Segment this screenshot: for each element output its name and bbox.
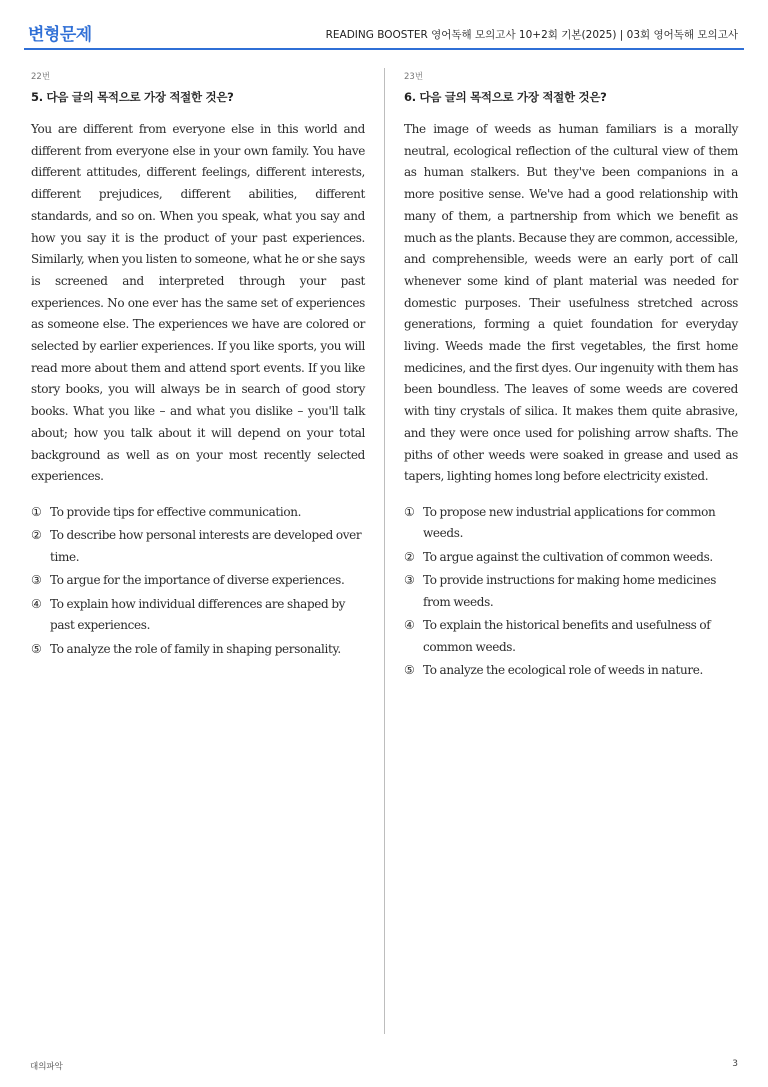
option-mark: ① bbox=[31, 504, 42, 519]
answer-option-3[interactable] bbox=[404, 570, 738, 613]
option-mark: ④ bbox=[31, 596, 42, 611]
option-text: To describe how personal interests are developed over time. bbox=[50, 528, 362, 564]
option-text: To explain the historical benefits and usefulness of common weeds. bbox=[423, 618, 711, 654]
page-number: 3 bbox=[732, 1059, 738, 1069]
answer-option-3[interactable] bbox=[31, 570, 365, 592]
option-mark: ② bbox=[31, 528, 42, 543]
page-header bbox=[24, 18, 744, 50]
footer-section-label: 대의파악 bbox=[30, 1062, 63, 1072]
question-column-right bbox=[404, 70, 738, 684]
answer-option-4[interactable] bbox=[31, 594, 365, 637]
option-mark: ② bbox=[404, 549, 415, 564]
answer-option-1[interactable] bbox=[404, 502, 738, 545]
option-text: To argue against the cultivation of common weeds. bbox=[423, 549, 713, 564]
question-column-left bbox=[31, 70, 365, 662]
answer-option-2[interactable] bbox=[31, 525, 365, 568]
option-mark: ① bbox=[404, 504, 415, 519]
option-text: To propose new industrial applications for common weeds. bbox=[423, 504, 716, 541]
brand-label: 변형문제 bbox=[28, 25, 92, 45]
answer-options bbox=[404, 502, 738, 682]
question-passage: The image of weeds as human familiars is a morally neutral, ecological reflection of the cultural view of them as human stalkers. But they've been companions in a more positive sense. We've had a good relationship with many of them, a partnership from which we benefit as much as the plants. Because they are common, accessible, and comprehensible, weeds were an early port of call whenever some kind of plant material was needed for domestic purposes. Their usefulness stretched across generations, forming a quiet foundation for everyday living. Weeds made the first vegetables, the first home medicines, and the first dyes. Our ingenuity with them has been boundless. The leaves of some weeds are covered with tiny crystals of silica. It makes them quite abrasive, and they were once used for polishing arrow shafts. The piths of other weeds were soaked in grease and used as tapers, lighting homes long before electricity existed. bbox=[404, 122, 738, 484]
option-mark: ③ bbox=[404, 573, 415, 588]
answer-option-1[interactable] bbox=[31, 502, 365, 524]
option-text: To provide tips for effective communication. bbox=[50, 504, 302, 519]
option-mark: ⑤ bbox=[31, 641, 42, 656]
option-text: To analyze the ecological role of weeds in nature. bbox=[423, 663, 703, 678]
option-mark: ④ bbox=[404, 618, 415, 633]
question-number-label: 23번 bbox=[404, 72, 424, 82]
question-passage: You are different from everyone else in this world and different from everyone else in your own family. You have different attitudes, different feelings, different interests, different prejudices, different abilities, different standards, and so on. When you speak, what you say and how you say it is the product of your past experiences. Similarly, when you listen to someone, what he or she says is screened and interpreted through your past experiences. No one ever has the same set of experiences as someone else. The experiences we have are colored or selected by earlier experiences. If you like sports, you will read more about them and attend sport events. If you like story books, you will always be in search of good story books. What you like – and what you dislike – you'll talk about; how you talk about it will depend on your total background as well as on your most recently selected experiences. bbox=[31, 122, 365, 484]
question-title: 6. 다음 글의 목적으로 가장 적절한 것은? bbox=[404, 90, 607, 104]
answer-option-5[interactable] bbox=[31, 639, 365, 661]
option-text: To analyze the role of family in shaping personality. bbox=[50, 641, 341, 656]
answer-option-5[interactable] bbox=[404, 660, 738, 682]
column-divider bbox=[384, 68, 385, 1034]
answer-options bbox=[31, 502, 365, 661]
answer-option-2[interactable] bbox=[404, 547, 738, 569]
option-mark: ③ bbox=[31, 573, 42, 588]
question-number-label: 22번 bbox=[31, 72, 51, 82]
answer-option-4[interactable] bbox=[404, 615, 738, 658]
option-text: To argue for the importance of diverse experiences. bbox=[50, 573, 345, 588]
question-title: 5. 다음 글의 목적으로 가장 적절한 것은? bbox=[31, 90, 234, 104]
option-text: To provide instructions for making home medicines from weeds. bbox=[423, 573, 717, 609]
option-text: To explain how individual differences are shaped by past experiences. bbox=[50, 596, 346, 633]
option-mark: ⑤ bbox=[404, 663, 415, 678]
header-title: READING BOOSTER 영어독해 모의고사 10+2회 기본(2025) | 03회 영어독해 모의고사 bbox=[325, 29, 738, 41]
